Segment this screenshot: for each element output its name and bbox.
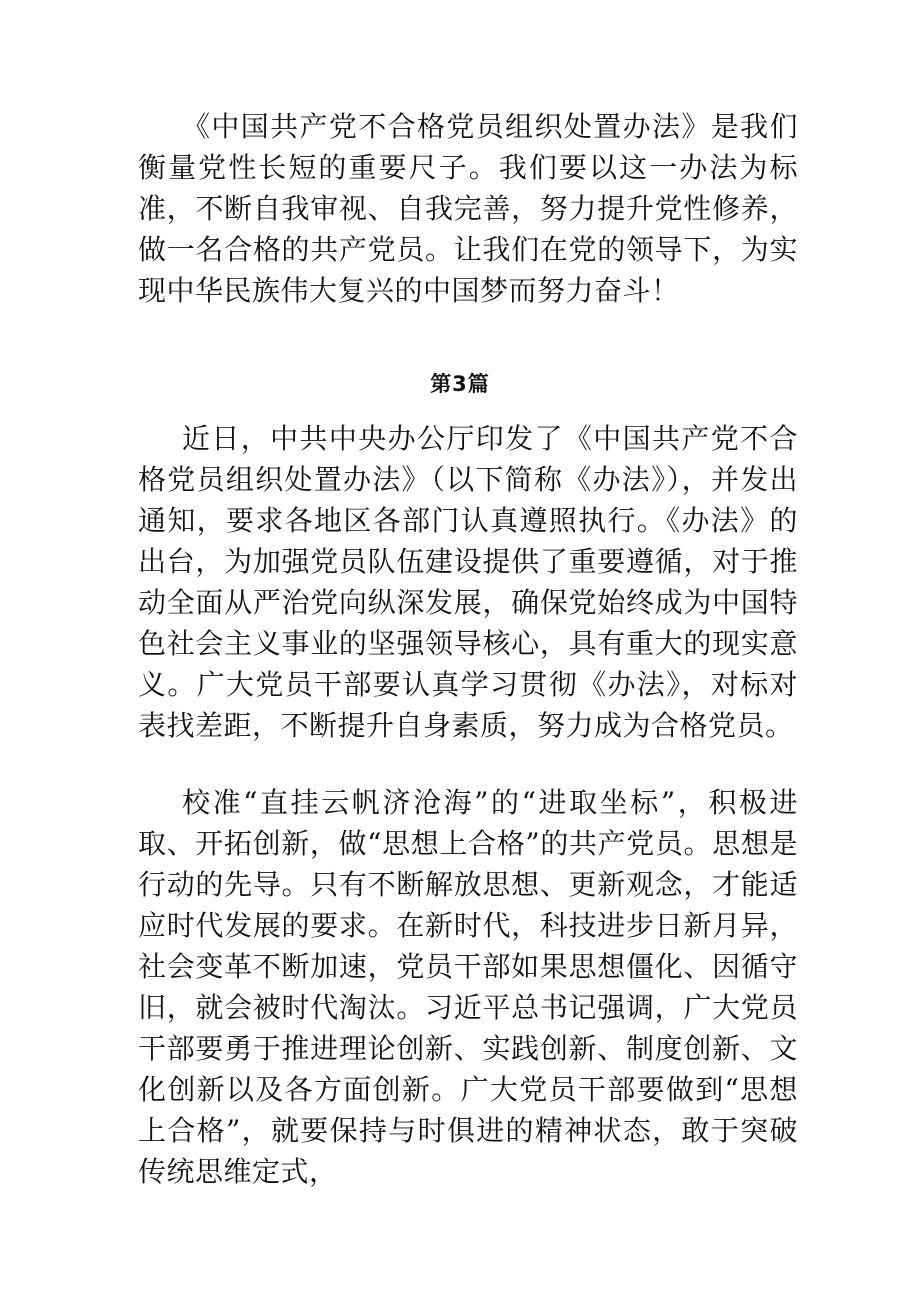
paragraph-closing: 《中国共产党不合格党员组织处置办法》是我们衡量党性长短的重要尺子。我们要以这一办法为标准，不断自我审视、自我完善，努力提升党性修养，做一名合格的共产党员。让我们在党的领导下，为实现中华民族伟大复兴的中国梦而努力奋斗！ [138,110,798,307]
paragraph-body: 校准“直挂云帆济沧海”的“进取坐标”，积极进取、开拓创新，做“思想上合格”的共产党员。思想是行动的先导。只有不断解放思想、更新观念，才能适应时代发展的要求。在新时代，科技进步日新月异，社会变革不断加速，党员干部如果思想僵化、因循守旧，就会被时代淘汰。习近平总书记强调，广大党员干部要勇于推进理论创新、实践创新、制度创新、文化创新以及各方面创新。广大党员干部要做到“思想上合格”，就要保持与时俱进的精神状态，敢于突破传统思维定式， [138,786,798,1188]
paragraph-intro: 近日，中共中央办公厅印发了《中国共产党不合格党员组织处置办法》（以下简称《办法》），并发出通知，要求各地区各部门认真遵照执行。《办法》的出台，为加强党员队伍建设提供了重要遵循，对于推动全面从严治党向纵深发展，确保党始终成为中国特色社会主义事业的坚强领导核心，具有重大的现实意义。广大党员干部要认真学习贯彻《办法》，对标对表找差距，不断提升自身素质，努力成为合格党员。 [138,422,798,742]
section-heading: 第3篇 [430,372,490,396]
